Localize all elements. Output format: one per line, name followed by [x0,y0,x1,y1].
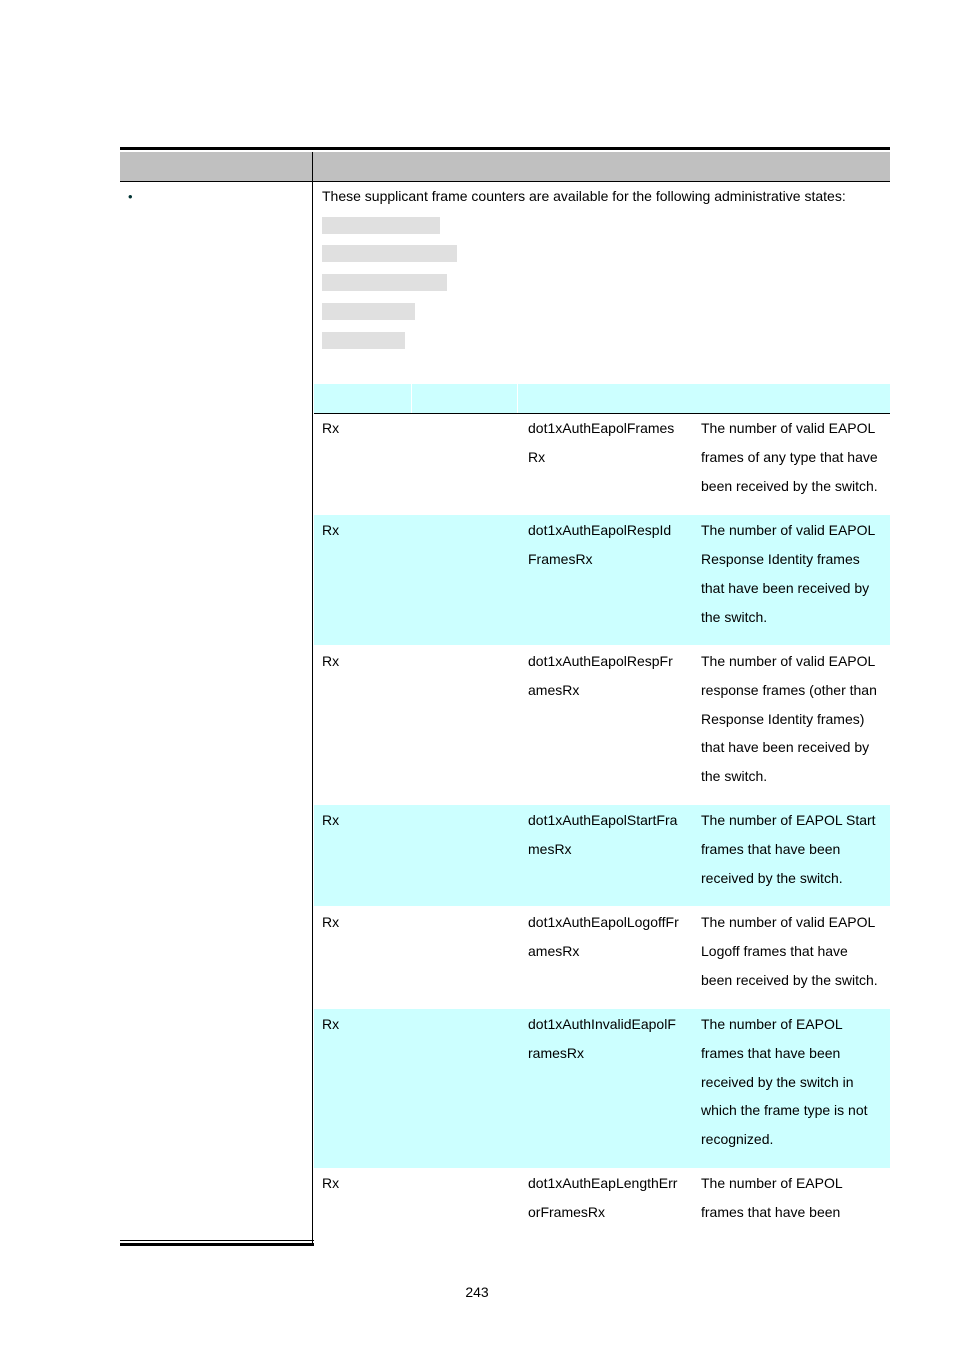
counter-object-line: amesRx [528,682,580,698]
counter-object-line: dot1xAuthEapolRespFr [528,653,673,669]
counter-object-line: dot1xAuthEapolStartFra [528,812,678,828]
counter-description-line: frames that have been [701,1204,841,1220]
table-bottom-rule-thin [120,1240,314,1241]
counter-description-line: been received by the switch. [701,972,878,988]
table-header [120,152,890,181]
counter-object-line: dot1xAuthEapolFrames [528,420,675,436]
counter-description-line: been received by the switch. [701,478,878,494]
bullet-marker: • [128,189,133,204]
counter-description-line: The number of EAPOL [701,1175,843,1191]
inner-header-divider-1 [411,384,412,413]
counter-description-line: frames that have been [701,1045,841,1061]
counter-object-line: dot1xAuthEapLengthErr [528,1175,678,1191]
counter-object-line: mesRx [528,841,572,857]
counter-description-line: frames of any type that have [701,449,878,465]
table-bottom-rule-thick [120,1243,314,1246]
counter-description-line: Response Identity frames [701,551,860,567]
counter-object-line: Rx [528,449,546,465]
counter-direction: Rx [322,420,340,436]
counter-description-line: recognized. [701,1131,774,1147]
redacted-state-2 [322,245,457,262]
counter-object-line: FramesRx [528,551,593,567]
inner-table-header [314,384,890,413]
inner-header-divider-2 [517,384,518,413]
counter-description-line: the switch. [701,609,768,625]
counter-description-line: which the frame type is not [701,1102,868,1118]
counter-direction: Rx [322,1016,340,1032]
counter-direction: Rx [322,812,340,828]
redacted-state-5 [322,332,405,349]
table-top-rule-thick [120,147,890,150]
counter-description-line: the switch. [701,768,768,784]
counter-description-line: received by the switch in [701,1074,854,1090]
counter-description-line: The number of valid EAPOL [701,653,876,669]
counter-direction: Rx [322,522,340,538]
counter-description-line: received by the switch. [701,870,843,886]
counter-object-line: dot1xAuthInvalidEapolF [528,1016,676,1032]
redacted-state-4 [322,303,415,320]
counter-object-line: amesRx [528,943,580,959]
page-number: 243 [465,1284,489,1300]
counter-object-line: orFramesRx [528,1204,606,1220]
column-divider [312,152,313,1245]
counter-description-line: The number of valid EAPOL [701,914,876,930]
counter-object-line: ramesRx [528,1045,585,1061]
counter-description-line: that have been received by [701,580,870,596]
redacted-state-1 [322,217,440,234]
counter-description-line: Logoff frames that have [701,943,848,959]
counter-description-line: Response Identity frames) [701,711,865,727]
counter-description-line: frames that have been [701,841,841,857]
counter-direction: Rx [322,653,340,669]
counter-direction: Rx [322,1175,340,1191]
counter-description-line: that have been received by [701,739,870,755]
intro-text: These supplicant frame counters are available for the following administrative states: [322,188,846,204]
counter-direction: Rx [322,914,340,930]
counter-description-line: The number of EAPOL Start [701,812,876,828]
counter-description-line: The number of valid EAPOL [701,522,876,538]
counter-description-line: response frames (other than [701,682,877,698]
counter-description-line: The number of EAPOL [701,1016,843,1032]
redacted-state-3 [322,274,447,291]
counter-object-line: dot1xAuthEapolRespId [528,522,672,538]
counter-description-line: The number of valid EAPOL [701,420,876,436]
counter-object-line: dot1xAuthEapolLogoffFr [528,914,679,930]
